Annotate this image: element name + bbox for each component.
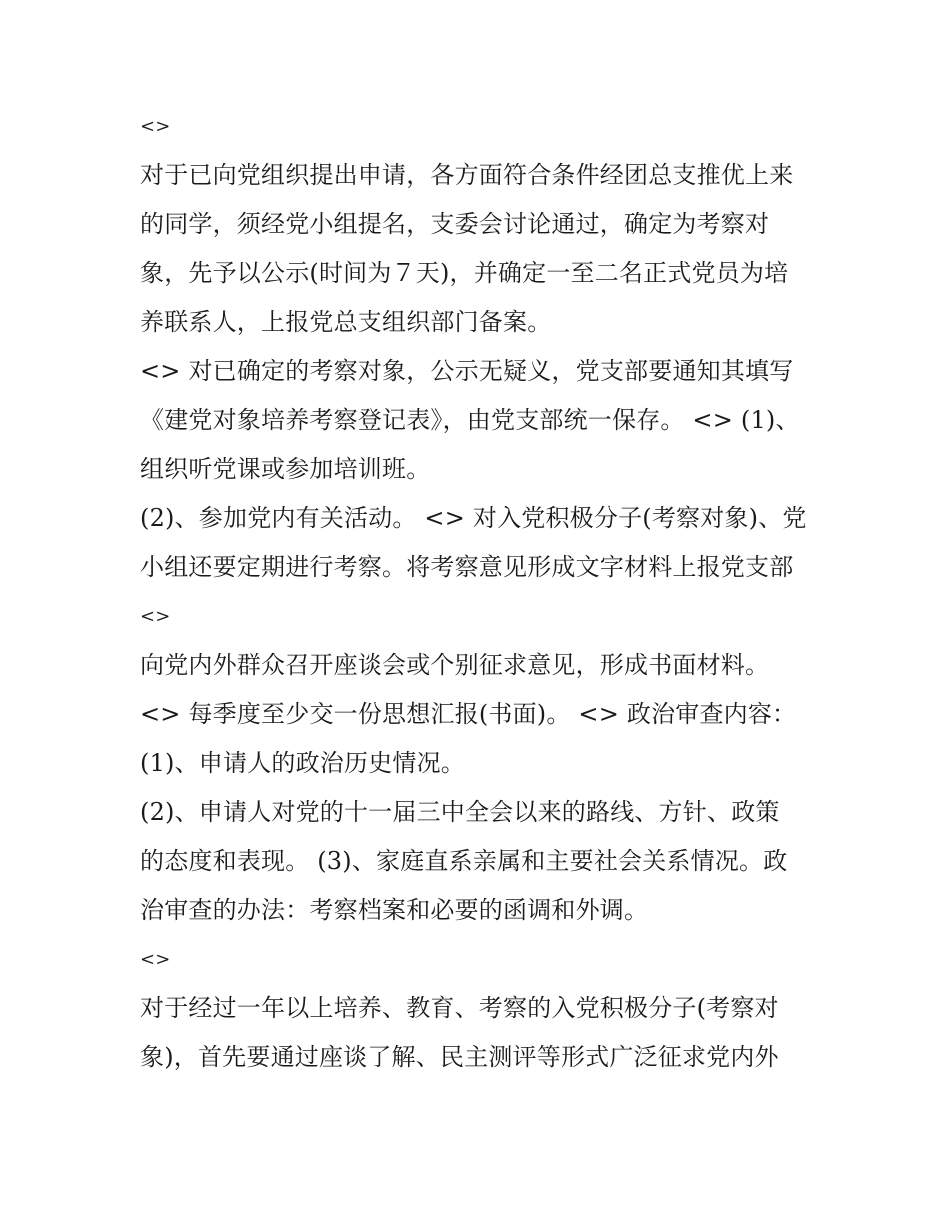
text-line: <> <box>140 949 171 970</box>
text-line: <> <box>140 116 171 137</box>
text-line: 象，先予以公示(时间为７天)，并确定一至二名正式党员为培 <box>140 259 789 287</box>
text-line: <> 对已确定的考察对象，公示无疑义，党支部要通知其填写 <box>140 357 794 385</box>
text-line: 的态度和表现。 (3)、家庭直系亲属和主要社会关系情况。政 <box>140 847 788 875</box>
text-line: (1)、申请人的政治历史情况。 <box>140 749 465 777</box>
text-line: 《建党对象培养考察登记表》，由党支部统一保存。 <> (1)、 <box>140 406 800 434</box>
text-line: 养联系人，上报党总支组织部门备案。 <box>140 308 552 336</box>
text-line: 组织听党课或参加培训班。 <box>140 455 431 483</box>
text-line: 象)，首先要通过座谈了解、民主测评等形式广泛征求党内外 <box>140 1043 779 1071</box>
document-page <box>140 102 830 1082</box>
text-line: (2)、参加党内有关活动。 <> 对入党积极分子(考察对象)、党 <box>140 504 807 532</box>
text-line: 小组还要定期进行考察。将考察意见形成文字材料上报党支部 <box>140 553 794 581</box>
text-line: 对于经过一年以上培养、教育、考察的入党积极分子(考察对 <box>140 994 779 1022</box>
text-line: <> <box>140 606 171 627</box>
text-line: 的同学，须经党小组提名，支委会讨论通过，确定为考察对 <box>140 210 770 238</box>
text-line: <> 每季度至少交一份思想汇报(书面)。 <> 政治审查内容： <box>140 700 797 728</box>
text-line: 治审查的办法：考察档案和必要的函调和外调。 <box>140 896 649 924</box>
text-line: 向党内外群众召开座谈会或个别征求意见，形成书面材料。 <box>140 651 770 679</box>
text-line: 对于已向党组织提出申请，各方面符合条件经团总支推优上来 <box>140 161 794 189</box>
text-line: (2)、申请人对党的十一届三中全会以来的路线、方针、政策 <box>140 798 780 826</box>
